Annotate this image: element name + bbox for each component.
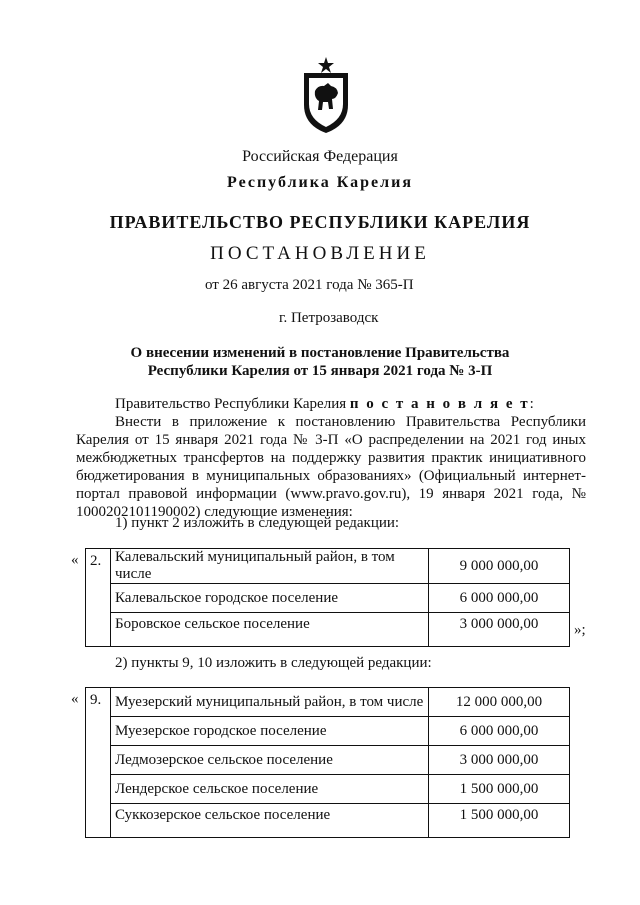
item-1: 1) пункт 2 изложить в следующей редакции: xyxy=(115,515,400,531)
republic-title: Республика Карелия xyxy=(227,174,413,191)
amount: 6 000 000,00 xyxy=(429,717,570,746)
table-row xyxy=(86,746,570,775)
district-name: Калевальский муниципальный район, в том числе xyxy=(111,549,429,584)
amount: 9 000 000,00 xyxy=(429,549,570,584)
preamble xyxy=(76,395,586,413)
city: г. Петрозаводск xyxy=(279,310,379,326)
amount: 12 000 000,00 xyxy=(429,688,570,717)
main-paragraph: Внести в приложение к постановлению Правительства Республики Карелия от 15 января 2021 года № 3-П «О распределении на 2021 год иных межбюджетных трансфертов на поддержку развития практик инициативного бюджетирования в муниципальных образованиях» (Официальный интернет-портал правовой информации (www.pravo.gov.ru), 19 января 2021 года, № 1000202101190002) следующие изменения: xyxy=(76,414,586,520)
subject-line-2: Республики Карелия от 15 января 2021 года № 3-П xyxy=(147,363,493,379)
amount: 1 500 000,00 xyxy=(429,804,570,838)
amount: 1 500 000,00 xyxy=(429,775,570,804)
table-row xyxy=(86,717,570,746)
decree-word: п о с т а н о в л я е т xyxy=(349,396,530,412)
government-title: ПРАВИТЕЛЬСТВО РЕСПУБЛИКИ КАРЕЛИЯ xyxy=(109,212,531,232)
settlement-name: Ледмозерское сельское поселение xyxy=(111,746,429,775)
star-icon xyxy=(318,57,334,73)
table1-close-quote: »; xyxy=(574,622,586,638)
table-row xyxy=(86,688,570,717)
federation-title: Российская Федерация xyxy=(242,148,398,165)
amount: 3 000 000,00 xyxy=(429,613,570,647)
table-row xyxy=(86,613,570,647)
document-subject xyxy=(0,344,640,380)
settlement-name: Лендерское сельское поселение xyxy=(111,775,429,804)
table-row xyxy=(86,549,570,584)
item-number: 9. xyxy=(86,688,111,838)
table1-open-quote: « xyxy=(71,552,79,568)
settlement-name: Калевальское городское поселение xyxy=(111,584,429,613)
table2-open-quote: « xyxy=(71,691,79,707)
subject-line-1: О внесении изменений в постановление Правительства xyxy=(130,345,510,361)
amount: 3 000 000,00 xyxy=(429,746,570,775)
district-name: Муезерский муниципальный район, в том числе xyxy=(111,688,429,717)
table-row xyxy=(86,804,570,838)
preamble-text: Правительство Республики Карелия xyxy=(115,396,350,412)
document-date-number: от 26 августа 2021 года № 365-П xyxy=(205,277,414,293)
table-row xyxy=(86,584,570,613)
amount: 6 000 000,00 xyxy=(429,584,570,613)
republic-emblem xyxy=(300,55,352,135)
settlement-name: Боровское сельское поселение xyxy=(111,613,429,647)
settlement-name: Суккозерское сельское поселение xyxy=(111,804,429,838)
settlement-name: Муезерское городское поселение xyxy=(111,717,429,746)
table-1 xyxy=(85,548,570,647)
table-2 xyxy=(85,687,570,838)
document-type: ПОСТАНОВЛЕНИЕ xyxy=(210,243,430,264)
table-row xyxy=(86,775,570,804)
item-number: 2. xyxy=(86,549,111,647)
item-2: 2) пункты 9, 10 изложить в следующей редакции: xyxy=(115,655,432,671)
preamble-colon: : xyxy=(529,396,534,412)
